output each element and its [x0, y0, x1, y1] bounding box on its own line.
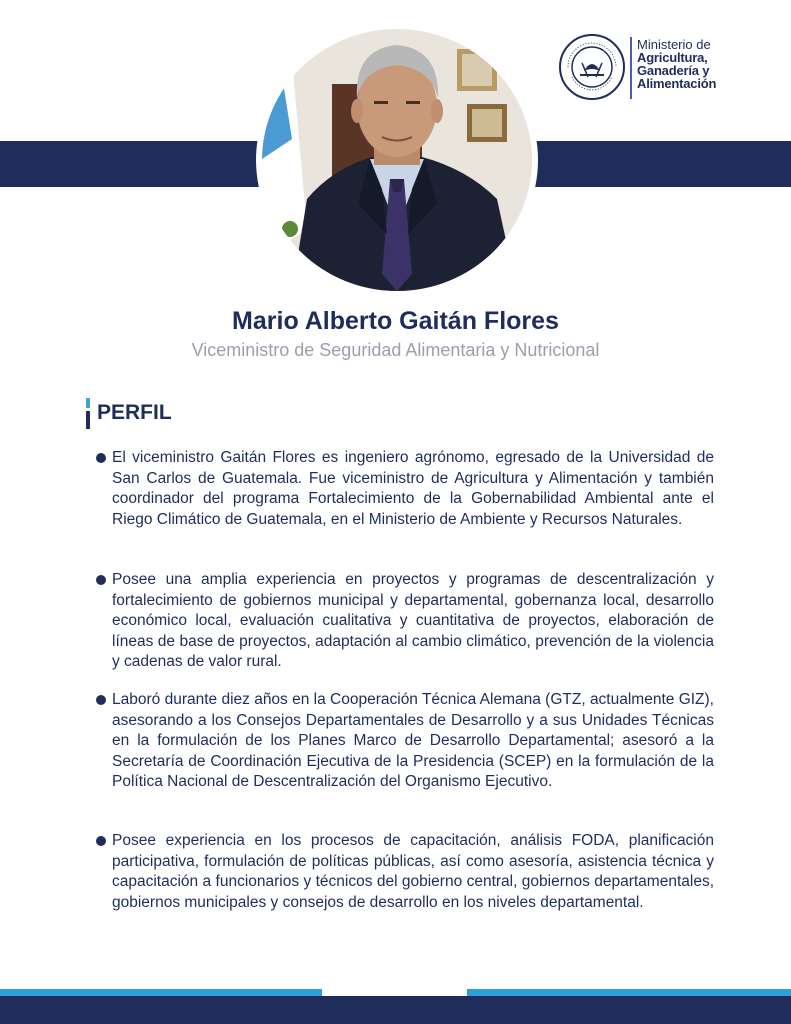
- bio-paragraph: [96, 690, 714, 793]
- bio-paragraph: [96, 448, 714, 530]
- bullet-icon: [96, 695, 106, 705]
- section-title: PERFIL: [97, 401, 172, 424]
- ministry-name-line: Alimentación: [637, 76, 717, 91]
- bio-paragraph: [96, 570, 714, 673]
- bio-text: El viceministro Gaitán Flores es ingeniero agrónomo, egresado de la Universidad de San Carlos de Guatemala. Fue viceministro de Agricultura y Alimentación y también coordinador del programa Fortalecimiento de la Gobernabilidad Ambiental ante el Riego Climático de Guatemala, en el Ministerio de Ambiente y Recursos Naturales.: [112, 449, 714, 528]
- bio-paragraph: [96, 831, 714, 913]
- ministry-name: [637, 38, 747, 90]
- bio-text: Posee experiencia en los procesos de capacitación, análisis FODA, planificación participativa, formulación de políticas públicas, así como asesoría, asistencia técnica y capacitación a funcionarios y técnicos del gobierno central, gobiernos departamentales, gobiernos municipales y consejos de desarrollo en los niveles departamental.: [112, 832, 714, 911]
- bio-text: Posee una amplia experiencia en proyectos y programas de descentralización y fortalecimiento de gobiernos municipal y departamental, gobernanza local, desarrollo económico local, evaluación cualitativa y cuantitativa de proyectos, elaboración de líneas de base de proyectos, adaptación al cambio climático, prevención de la violencia y cadenas de valor rural.: [112, 571, 714, 670]
- ministry-name-line: Ministerio de: [637, 37, 711, 52]
- bullet-icon: [96, 453, 106, 463]
- section-marker: [86, 398, 90, 426]
- bio-text: Laboró durante diez años en la Cooperación Técnica Alemana (GTZ, actualmente GIZ), asesorando a los Consejos Departamentales de Desarrollo y a sus Unidades Técnicas en la formulación de los Planes Marco de Desarrollo Departamental; asesoró a la Secretaría de Coordinación Ejecutiva de la Presidencia (SCEP) en la formulación de la Política Nacional de Descentralización del Organismo Ejecutivo.: [112, 691, 714, 790]
- national-seal-icon: [558, 33, 626, 101]
- person-name: Mario Alberto Gaitán Flores: [232, 307, 559, 335]
- logo-divider: [630, 37, 632, 99]
- ministry-name-line: Ganadería y: [637, 63, 710, 78]
- footer-band: [0, 996, 791, 1024]
- ministry-logo: [558, 33, 738, 105]
- bullet-icon: [96, 836, 106, 846]
- person-role: Viceministro de Seguridad Alimentaria y Nutricional: [191, 340, 600, 360]
- bullet-icon: [96, 575, 106, 585]
- ministry-name-line: Agricultura,: [637, 50, 708, 65]
- portrait-photo: [262, 29, 532, 291]
